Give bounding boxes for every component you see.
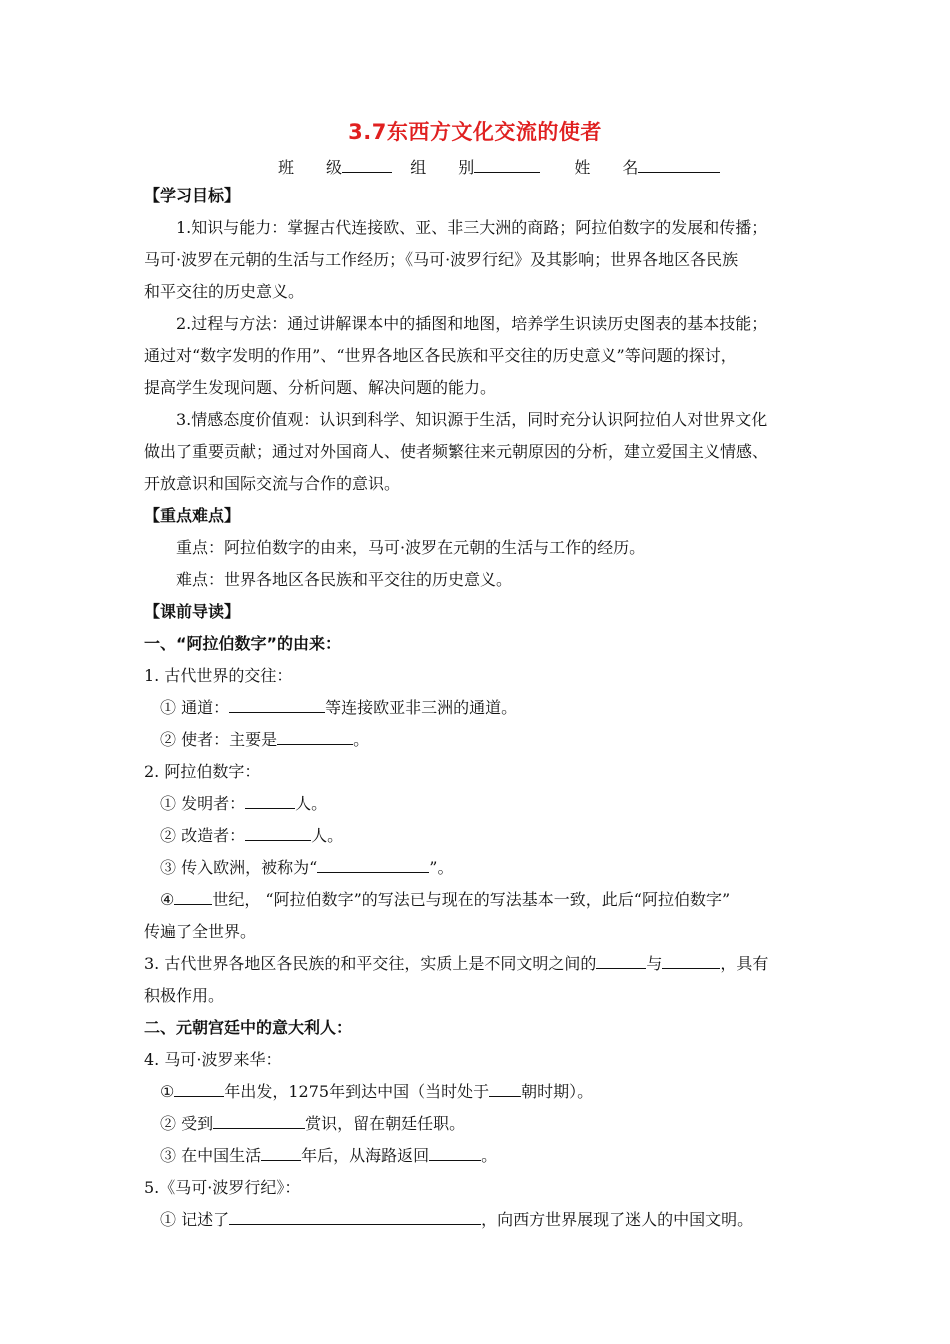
q3-blank1[interactable] [596,954,646,969]
q2c-line [160,858,453,878]
q1b-prefix: ② 使者：主要是 [160,730,278,749]
q4c-mid: 年后，从海路返回 [301,1146,430,1165]
q2b-suffix: 人。 [311,826,344,845]
q5a-suffix: ，向西方世界展现了迷人的中国文明。 [481,1210,754,1229]
class-label: 班 级 [278,158,343,177]
name-label: 姓 名 [574,158,639,177]
q4c-prefix: ③ 在中国生活 [160,1146,262,1165]
q5a-line [160,1210,753,1230]
q1a-suffix: 等连接欧亚非三洲的通道。 [325,698,518,717]
key-header: 【重点难点】 [144,506,241,525]
part1-header: 一、“阿拉伯数字”的由来： [144,634,342,653]
key-point: 重点：阿拉伯数字的由来，马可·波罗在元朝的生活与工作的经历。 [176,538,646,557]
q5-title: 5.《马可·波罗行纪》： [144,1178,301,1197]
q4b-suffix: 赏识，留在朝廷任职。 [305,1114,466,1133]
q2d-suffix: 世纪， “阿拉伯数字”的写法已与现在的写法基本一致，此后“阿拉伯数字” [212,890,731,909]
q3-line [144,954,768,974]
goal2-line2: 通过对“数字发明的作用”、“世界各地区各民族和平交往的历史意义”等问题的探讨， [144,346,737,365]
q2d-blank[interactable] [174,890,212,905]
goal1-line2: 马可·波罗在元朝的生活与工作经历；《马可·波罗行纪》及其影响；世界各地区各民族 [144,250,739,269]
group-label: 组 别 [410,158,475,177]
q4a-suffix: 朝时期）。 [521,1082,594,1101]
q4c-line [160,1146,497,1166]
q5a-blank[interactable] [229,1210,481,1225]
q4-title: 4. 马可·波罗来华： [144,1050,282,1069]
q2c-blank[interactable] [317,858,429,873]
q2d-line [160,890,730,910]
goal2-line1: 2.过程与方法：通过讲解课本中的插图和地图，培养学生识读历史图表的基本技能； [176,314,768,333]
q3-suffix: ，具有 [720,954,769,973]
goal3-line1: 3.情感态度价值观：认识到科学、知识源于生活，同时充分认识阿拉伯人对世界文化 [176,410,768,429]
page-title: 3.7东西方文化交流的使者 [348,120,602,144]
q4c-suffix: 。 [481,1146,498,1165]
q4a-mid: 年出发，1275年到达中国（当时处于 [224,1082,490,1101]
q4a-blank1[interactable] [174,1082,224,1097]
q1b-suffix: 。 [353,730,370,749]
q4c-blank2[interactable] [429,1146,481,1161]
q4a-blank2[interactable] [489,1082,521,1097]
q2b-line [160,826,343,846]
q4c-blank1[interactable] [261,1146,301,1161]
name-blank[interactable] [638,156,720,173]
q1a-prefix: ① 通道： [160,698,230,717]
class-blank[interactable] [342,156,392,173]
goal3-line2: 做出了重要贡献；通过对外国商人、使者频繁往来元朝原因的分析，建立爱国主义情感、 [144,442,769,461]
pre-reading-header: 【课前导读】 [144,602,241,621]
q2a-blank[interactable] [245,794,295,809]
goal1-line1: 1.知识与能力：掌握古代连接欧、亚、非三大洲的商路；阿拉伯数字的发展和传播； [176,218,768,237]
goal1-line3: 和平交往的历史意义。 [144,282,305,301]
difficult-point: 难点：世界各地区各民族和平交往的历史意义。 [176,570,513,589]
goals-header: 【学习目标】 [144,186,241,205]
goal3-line3: 开放意识和国际交流与合作的意识。 [144,474,401,493]
q1b-blank[interactable] [277,730,353,745]
student-info-row [278,155,720,178]
q2c-prefix: ③ 传入欧洲，被称为“ [160,858,318,877]
q3-line2: 积极作用。 [144,986,225,1005]
q4b-line [160,1114,465,1134]
q1b-line [160,730,369,750]
q3-blank2[interactable] [662,954,720,969]
q2d-prefix: ④ [160,890,175,909]
group-blank[interactable] [474,156,540,173]
q2a-suffix: 人。 [295,794,328,813]
q2b-prefix: ② 改造者： [160,826,246,845]
q2a-prefix: ① 发明者： [160,794,246,813]
q5a-prefix: ① 记述了 [160,1210,230,1229]
q4b-blank[interactable] [213,1114,305,1129]
goal2-line3: 提高学生发现问题、分析问题、解决问题的能力。 [144,378,497,397]
q2-title: 2. 阿拉伯数字： [144,762,261,781]
q1-title: 1. 古代世界的交往： [144,666,293,685]
part2-header: 二、元朝宫廷中的意大利人： [144,1018,353,1037]
q4a-prefix: ① [160,1082,175,1101]
q4b-prefix: ② 受到 [160,1114,214,1133]
q1a-line [160,698,517,718]
q4a-line [160,1082,593,1102]
q1a-blank[interactable] [229,698,325,713]
q2d-line2: 传遍了全世界。 [144,922,257,941]
q2a-line [160,794,327,814]
q2b-blank[interactable] [245,826,311,841]
q2c-suffix: ”。 [429,858,454,877]
q3-prefix: 3. 古代世界各地区各民族的和平交往，实质上是不同文明之间的 [144,954,597,973]
q3-mid: 与 [646,954,663,973]
